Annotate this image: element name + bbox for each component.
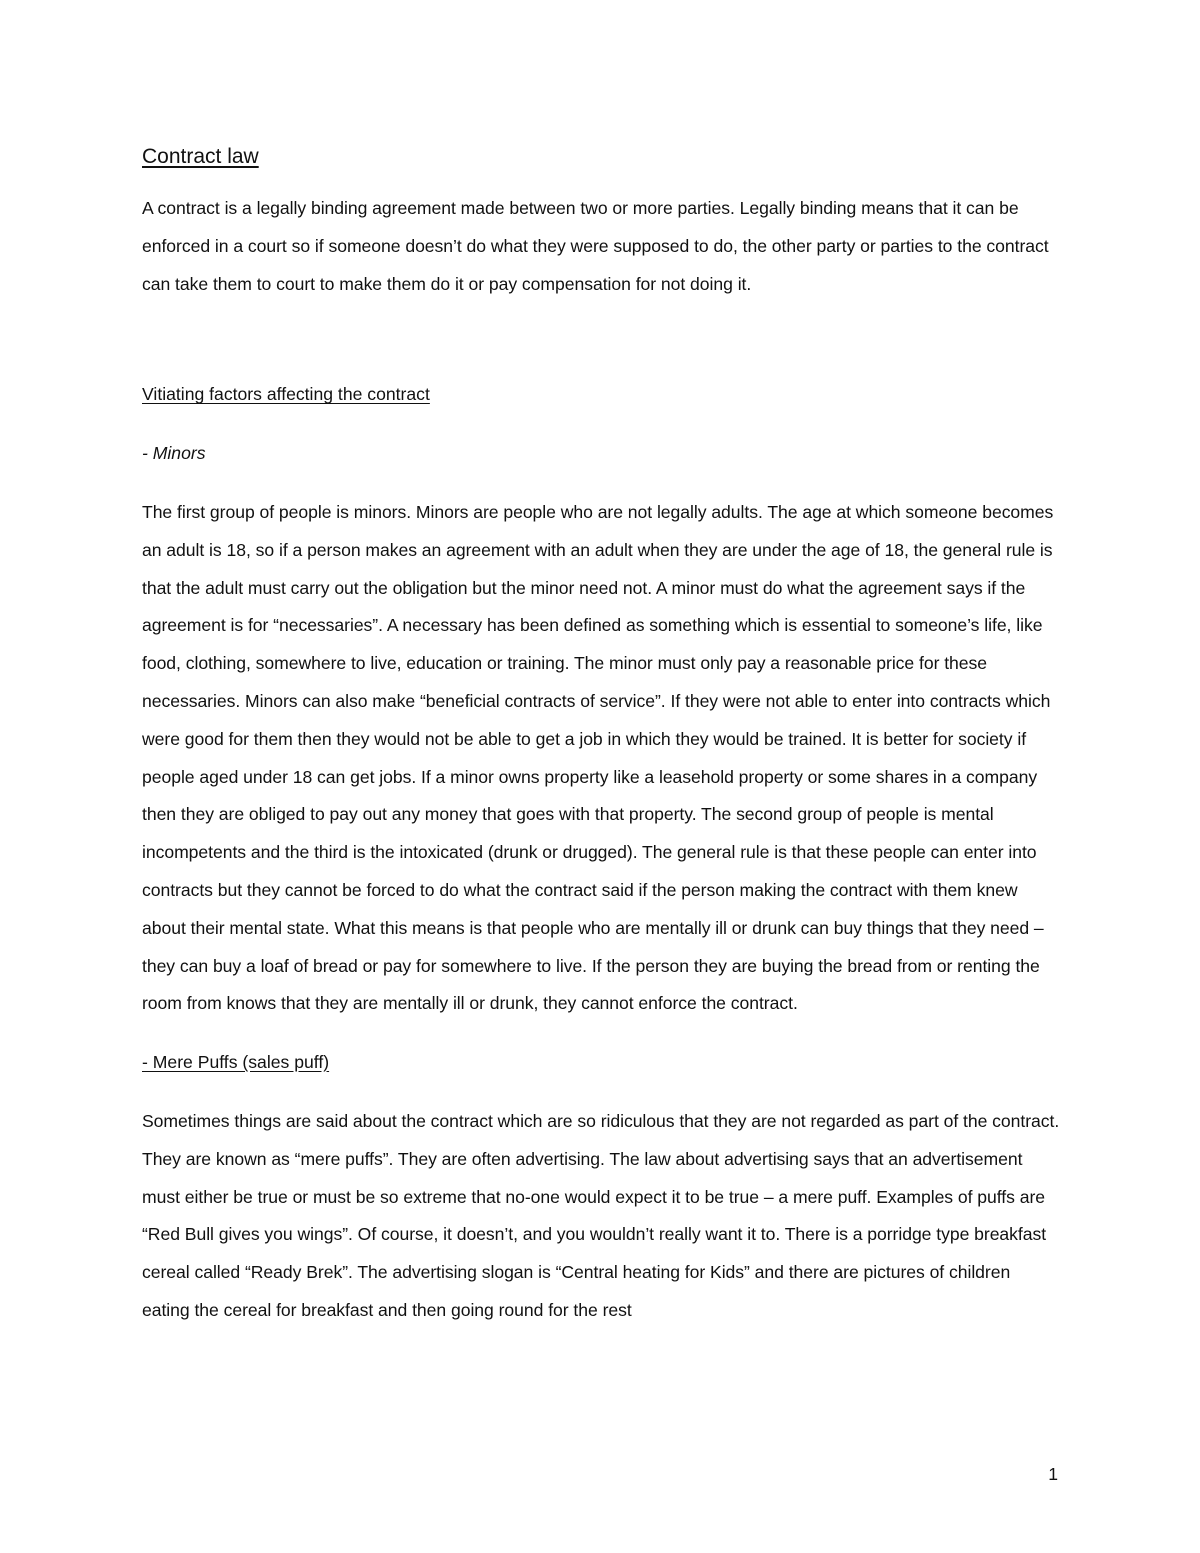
document-title: Contract law xyxy=(142,145,259,168)
minors-subheading: - Minors xyxy=(142,443,206,464)
intro-paragraph: A contract is a legally binding agreement made between two or more parties. Legally binding means that it can be enforced in a court so if someone doesn’t do what they were supposed to do, the other party or parties to the contract can take them to court to make them do it or pay compensation for not doing it. xyxy=(142,198,1049,294)
page-number: 1 xyxy=(1048,1464,1058,1484)
minors-paragraph: The first group of people is minors. Minors are people who are not legally adults. The age at which someone becomes an adult is 18, so if a person makes an agreement with an adult when they are under the age of 18, the general rule is that the adult must carry out the obligation but the minor need not. A minor must do what the agreement says if the agreement is for “necessaries”. A necessary has been defined as something which is essential to someone’s life, like food, clothing, somewhere to live, education or training. The minor must only pay a reasonable price for these necessaries. Minors can also make “beneficial contracts of service”. If they were not able to enter into contracts which were good for them then they would not be able to get a job in which they would be trained. It is better for society if people aged under 18 can get jobs. If a minor owns property like a leasehold property or some shares in a company then they are obliged to pay out any money that goes with that property. The second group of people is mental incompetents and the third is the intoxicated (drunk or drugged). The general rule is that these people can enter into contracts but they cannot be forced to do what the contract said if the person making the contract with them knew about their mental state. What this means is that people who are mentally ill or drunk can buy things that they need – they can buy a loaf of bread or pay for somewhere to live. If the person they are buying the bread from or renting the room from knows that they are mentally ill or drunk, they cannot enforce the contract. xyxy=(142,501,1054,1014)
page-content xyxy=(142,142,1062,1330)
mere-puffs-heading: - Mere Puffs (sales puff) xyxy=(142,1052,330,1073)
section-heading: Vitiating factors affecting the contract xyxy=(142,384,430,405)
mere-puffs-paragraph: Sometimes things are said about the contract which are so ridiculous that they are not regarded as part of the contract. They are known as “mere puffs”. They are often advertising. The law about advertising says that an advertisement must either be true or must be so extreme that no-one would expect it to be true – a mere puff. Examples of puffs are “Red Bull gives you wings”. Of course, it doesn’t, and you wouldn’t really want it to. There is a porridge type breakfast cereal called “Ready Brek”. The advertising slogan is “Central heating for Kids” and there are pictures of children eating the cereal for breakfast and then going round for the rest xyxy=(142,1110,1060,1320)
